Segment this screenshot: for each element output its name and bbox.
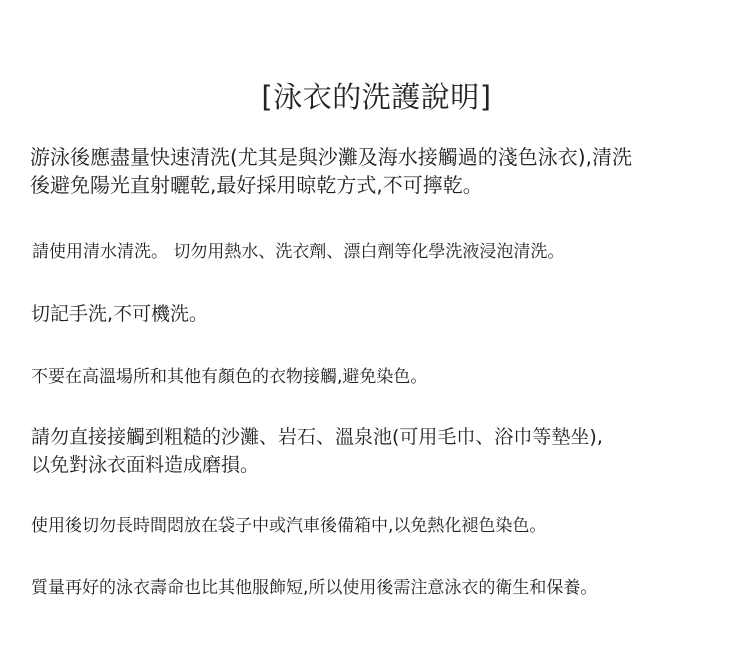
instruction-paragraph-rough-surfaces	[31, 423, 603, 479]
paragraph-line: 請使用清水清洗。 切勿用熱水、洗衣劑、漂白劑等化學洗液浸泡清洗。	[32, 242, 565, 262]
paragraph-line: 質量再好的泳衣壽命也比其他服飾短,所以使用後需注意泳衣的衛生和保養。	[31, 578, 598, 598]
paragraph-line: 游泳後應盡量快速清洗(尤其是與沙灘及海水接觸過的淺色泳衣),清洗	[30, 145, 632, 169]
paragraph-line: 以免對泳衣面料造成磨損。	[31, 454, 260, 476]
paragraph-line: 切記手洗,不可機洗。	[31, 303, 209, 325]
paragraph-line: 使用後切勿長時間悶放在袋子中或汽車後備箱中,以免熱化褪色染色。	[31, 516, 547, 536]
paragraph-line: 後避免陽光直射曬乾,最好採用晾乾方式,不可擰乾。	[30, 173, 483, 197]
paragraph-line: 請勿直接接觸到粗糙的沙灘、岩石、溫泉池(可用毛巾、浴巾等墊坐),	[31, 426, 603, 448]
instruction-paragraph-clean-water	[32, 238, 564, 266]
instruction-paragraph-hand-wash	[31, 300, 208, 328]
paragraph-line: 不要在高溫場所和其他有顏色的衣物接觸,避免染色。	[31, 367, 428, 387]
instruction-paragraph-rinse	[30, 143, 632, 199]
page-title: [泳衣的洗護說明]	[261, 80, 492, 115]
instruction-paragraph-storage	[31, 512, 546, 540]
instruction-paragraph-lifespan	[31, 574, 597, 602]
instruction-paragraph-avoid-heat	[31, 363, 427, 391]
